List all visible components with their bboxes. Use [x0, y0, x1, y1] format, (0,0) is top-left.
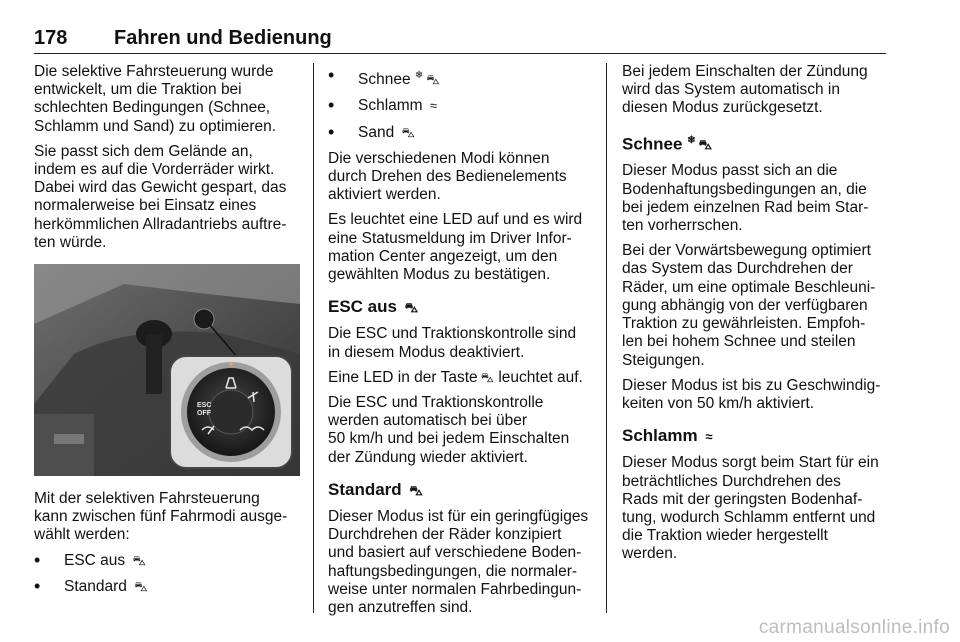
dial-label-off: OFF [197, 410, 211, 418]
snow-icon: ⛍ [426, 72, 440, 88]
page-title: Fahren und Bedienung [114, 27, 332, 49]
esc-off-icon: ⛍ [132, 552, 146, 568]
drive-mode-selector-photo [34, 264, 300, 476]
paragraph: Die selektive Fahrsteuerung wurde entwickelt, um die Traktion bei schlechten Bedingungen (Schnee, Schlamm und Sand) zu optimieren. [34, 63, 277, 135]
list-item: • ESC aus ⛍ [34, 552, 302, 570]
paragraph: Eine LED in der Taste ⛍ leuchtet auf. [328, 368, 583, 386]
standard-car-icon: ⛍ [134, 578, 148, 594]
paragraph: Mit der selektiven Fahrsteuerung kann zwischen fünf Fahrmodi ausge- wählt werden: [34, 490, 288, 544]
list-item: • Schnee ❄ ⛍ [328, 67, 592, 89]
list-item: • Sand ⛍ [328, 124, 592, 142]
page-number: 178 [34, 27, 68, 49]
section-heading: Schnee ❄ ⛍ [622, 134, 713, 154]
section-heading: Standard ⛍ [328, 479, 423, 499]
paragraph: Die verschiedenen Modi können durch Drehen des Bedienelements aktiviert werden. [328, 149, 567, 204]
section-heading: Schlamm ≈ [622, 426, 713, 446]
mud-icon: ≈ [429, 98, 438, 114]
paragraph: Die ESC und Traktionskontrolle sind in diesem Modus deaktiviert. [328, 325, 577, 361]
section-heading: ESC aus ⛍ [328, 297, 419, 317]
column-3 [622, 63, 888, 571]
list-item: • Schlamm ≈ [328, 97, 592, 115]
watermark: carmanualsonline.info [758, 617, 950, 638]
list-item: • Standard ⛍ [34, 578, 302, 596]
standard-car-icon: ⛍ [409, 482, 423, 498]
page-header [34, 27, 886, 54]
paragraph: Dieser Modus passt sich an die Bodenhaftungsbedingungen an, die bei jedem einzelnen Rad beim Star- ten vorherrschen. [622, 162, 869, 235]
mud-icon: ≈ [705, 429, 713, 445]
column-divider [313, 63, 314, 613]
paragraph: Bei jedem Einschalten der Zündung wird das System automatisch in diesen Modus zurückgesetzt. [622, 63, 868, 117]
paragraph: Bei der Vorwärtsbewegung optimiert das System das Durchdrehen der Räder, um eine optimale Beschleuni- gung abhängig von der verfügbaren Traktion zu gewährleisten. Empfoh- len bei hohem Schnee und steilen Steigungen. [622, 242, 876, 369]
paragraph: Die ESC und Traktionskontrolle werden automatisch bei über 50 km/h und bei jedem Einschalten der Zündung wieder aktiviert. [328, 394, 570, 466]
column-2 [328, 63, 592, 624]
paragraph: Sie passt sich dem Gelände an, indem es auf die Vorderräder wirkt. Dabei wird das Gewicht gespart, das normalerweise bei Einsatz eines herkömmlichen Allradantriebs auftre- ten würde. [34, 142, 287, 251]
sand-icon: ⛍ [401, 124, 415, 140]
column-divider [606, 63, 607, 613]
esc-off-icon: ⛍ [404, 300, 419, 316]
paragraph: Dieser Modus ist für ein geringfügiges Durchdrehen der Räder konzipiert und basiert auf verschiedene Boden- haftungsbedingungen, die normaler- weise unter normalen Fahrbedingun- gen anzutreffen sind. [328, 508, 589, 617]
paragraph: Es leuchtet eine LED auf und es wird eine Statusmeldung im Driver Infor- mation Center angezeigt, um den gewählten Modus zu bestätigen. [328, 211, 583, 283]
esc-off-icon: ⛍ [480, 369, 495, 385]
snowflake-icon: ❄ [414, 70, 424, 81]
paragraph: Dieser Modus sorgt beim Start für ein beträchtliches Durchdrehen des Rads mit der geringsten Bodenhaf- tung, wodurch Schlamm entfernt und die Traktion wieder hergestellt werden. [622, 454, 879, 563]
paragraph: Dieser Modus ist bis zu Geschwindig- keiten von 50 km/h aktiviert. [622, 376, 881, 412]
dial-label-esc: ESC [197, 402, 212, 410]
column-1 [34, 63, 302, 604]
snowflake-icon: ❄ [687, 134, 696, 146]
snow-icon: ⛍ [698, 137, 713, 153]
